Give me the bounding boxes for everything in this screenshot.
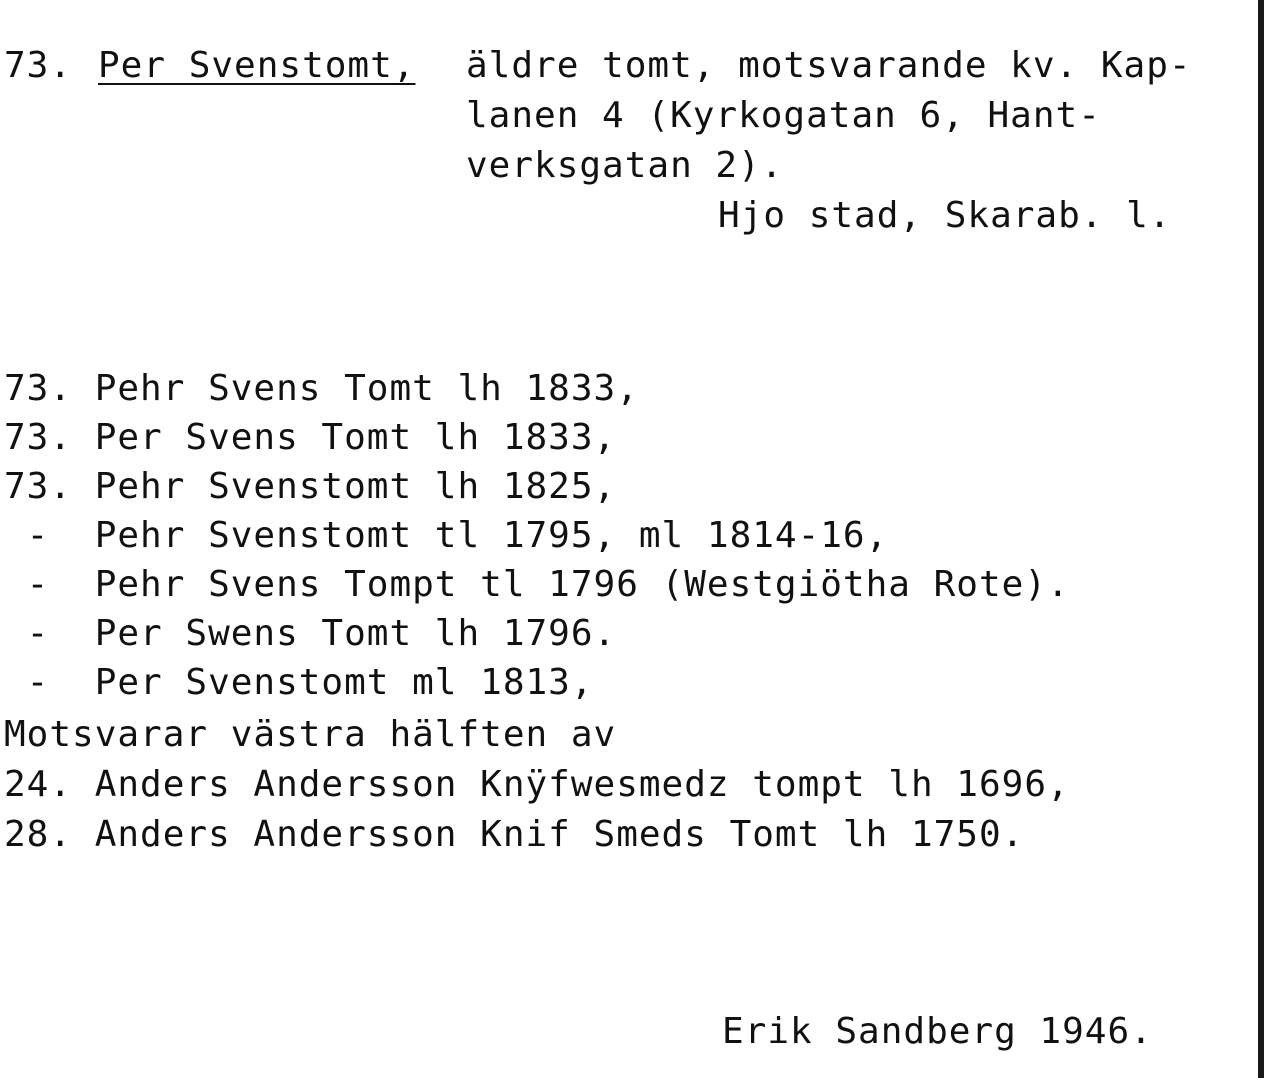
- card-edge: [1258, 0, 1264, 1078]
- record-line: - Per Svenstomt ml 1813,: [4, 662, 594, 703]
- record-line: - Pehr Svenstomt tl 1795, ml 1814-16,: [4, 515, 889, 556]
- entry-description-line-1: äldre tomt, motsvarande kv. Kap-: [466, 45, 1192, 86]
- record-line: 28. Anders Andersson Knif Smeds Tomt lh 1750.: [4, 814, 1025, 855]
- record-line: - Per Swens Tomt lh 1796.: [4, 613, 617, 654]
- entry-name: Per Svenstomt,: [98, 45, 416, 86]
- record-line: 24. Anders Andersson Knÿfwesmedz tompt lh 1696,: [4, 764, 1070, 805]
- entry-number: 73.: [4, 45, 73, 86]
- record-line: - Pehr Svens Tompt tl 1796 (Westgiötha Rote).: [4, 564, 1070, 605]
- record-line: 73. Per Svens Tomt lh 1833,: [4, 417, 617, 458]
- entry-description-line-3: verksgatan 2).: [466, 145, 784, 186]
- record-line: 73. Pehr Svens Tomt lh 1833,: [4, 368, 639, 409]
- signature: Erik Sandberg 1946.: [722, 1011, 1153, 1052]
- entry-location: Hjo stad, Skarab. l.: [718, 195, 1172, 236]
- record-line: Motsvarar västra hälften av: [4, 714, 617, 755]
- entry-description-line-2: lanen 4 (Kyrkogatan 6, Hant-: [466, 95, 1101, 136]
- record-line: 73. Pehr Svenstomt lh 1825,: [4, 466, 617, 507]
